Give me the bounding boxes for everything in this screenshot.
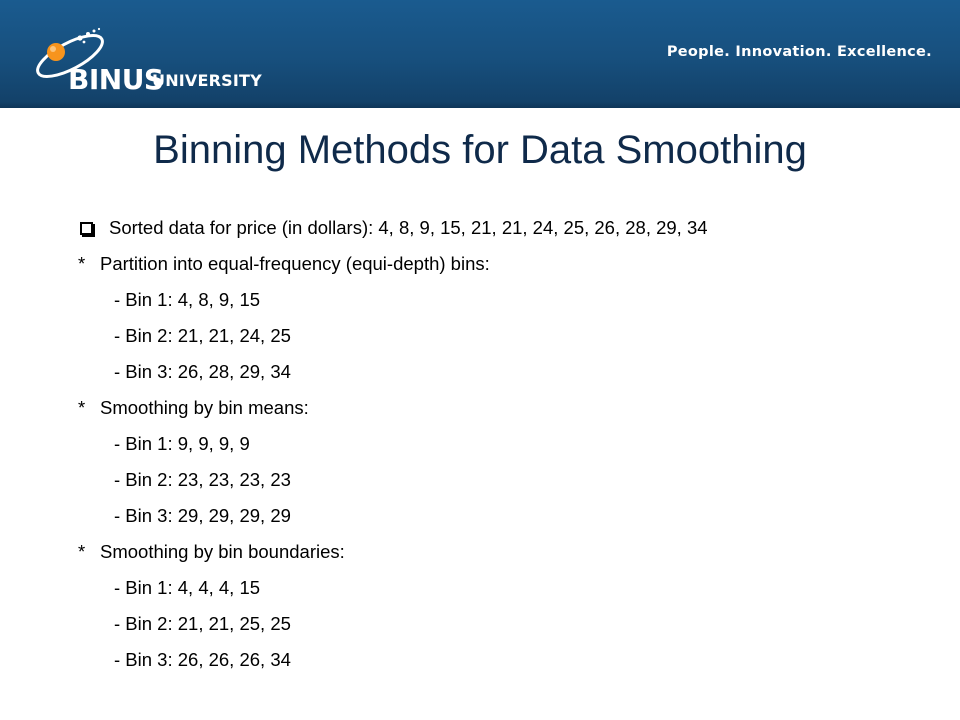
line-text: - Bin 2: 23, 23, 23, 23	[114, 469, 291, 490]
body-line-means-bin3	[78, 498, 948, 534]
body-line-partition-bin1	[78, 282, 948, 318]
line-text: Partition into equal-frequency (equi-depth) bins:	[100, 253, 490, 274]
line-text: Smoothing by bin means:	[100, 397, 309, 418]
header-tagline: People. Innovation. Excellence.	[666, 44, 932, 60]
line-text: - Bin 1: 4, 4, 4, 15	[114, 577, 261, 598]
body-line-partition-bin3	[78, 354, 948, 390]
body-line-boundaries-bin2	[78, 606, 948, 642]
body-line-boundaries	[78, 534, 948, 570]
line-text: - Bin 1: 9, 9, 9, 9	[114, 433, 250, 454]
line-text: Sorted data for price (in dollars): 4, 8, 9, 15, 21, 21, 24, 25, 26, 28, 29, 34	[109, 217, 708, 238]
line-text: - Bin 2: 21, 21, 24, 25	[114, 325, 291, 346]
binus-logo	[28, 22, 298, 94]
line-text: - Bin 2: 21, 21, 25, 25	[114, 613, 291, 634]
body-line-means-bin2	[78, 462, 948, 498]
line-text: - Bin 3: 29, 29, 29, 29	[114, 505, 291, 526]
header-banner	[0, 0, 960, 108]
line-text: Smoothing by bin boundaries:	[100, 541, 345, 562]
body-line-means-bin1	[78, 426, 948, 462]
asterisk-marker: *	[78, 397, 86, 418]
body-line-means	[78, 390, 948, 426]
body-line-partition-bin2	[78, 318, 948, 354]
asterisk-marker: *	[78, 541, 86, 562]
body-line-sorted-data	[78, 210, 948, 246]
body-line-boundaries-bin1	[78, 570, 948, 606]
line-text: - Bin 3: 26, 28, 29, 34	[114, 361, 291, 382]
body-line-partition	[78, 246, 948, 282]
slide-title: Binning Methods for Data Smoothing	[153, 128, 807, 172]
line-text: - Bin 3: 26, 26, 26, 34	[114, 649, 291, 670]
logo-brand-text: BINUS	[68, 63, 164, 96]
body-line-boundaries-bin3	[78, 642, 948, 678]
line-text: - Bin 1: 4, 8, 9, 15	[114, 289, 261, 310]
slide-body	[78, 210, 948, 678]
checkbox-bullet-icon	[80, 222, 93, 235]
asterisk-marker: *	[78, 253, 86, 274]
logo-university-text: UNIVERSITY	[152, 71, 262, 90]
